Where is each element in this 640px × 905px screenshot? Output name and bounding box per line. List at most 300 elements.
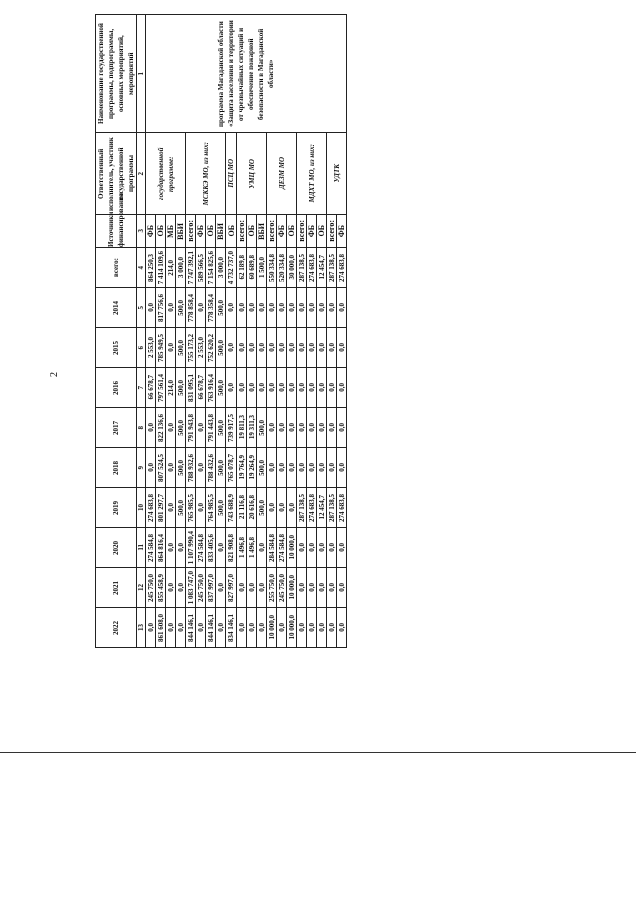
value-cell-text: 255 750,0 [267,573,276,602]
value-cell [337,328,347,368]
value-cell-text: 0,0 [307,423,316,432]
source-cell-text: всего: [297,220,306,242]
value-cell-text: 0,0 [287,383,296,392]
value-cell [327,608,337,648]
value-cell-text: 0,0 [327,623,336,632]
value-cell-text: 0,0 [317,423,326,432]
value-cell [277,608,287,648]
value-cell-text: 0,0 [257,583,266,592]
value-cell [317,288,327,328]
value-cell-text: 0,0 [267,343,276,352]
value-cell [297,328,307,368]
executor [297,133,327,215]
value-cell-text: 500,0 [216,299,225,316]
value-cell [206,328,216,368]
value-cell-text: 3 000,0 [216,257,225,278]
value-cell [156,248,166,288]
header-number-4-text: 4 [137,265,145,270]
value-cell-text: 0,0 [237,383,246,392]
source-cell-text: МБ [166,224,175,238]
value-cell [216,608,226,648]
value-cell-text: 2 553,0 [146,337,155,358]
program-name [146,15,347,133]
value-cell-text: 0,0 [327,383,336,392]
value-cell-text: 20 616,8 [247,495,256,520]
value-cell-text: 0,0 [257,623,266,632]
value-cell [146,448,156,488]
source-cell-text: ФБ [277,224,286,238]
value-cell-text: 0,0 [267,303,276,312]
value-cell-text: 0,0 [307,343,316,352]
source-cell [277,215,287,248]
value-cell-text: 1 496,8 [247,537,256,558]
value-cell-text: 0,0 [216,623,225,632]
value-cell-text: 778 858,4 [186,293,195,322]
source-cell [337,215,347,248]
value-cell [166,528,176,568]
value-cell [257,488,267,528]
value-cell-text: 0,0 [287,463,296,472]
value-cell-text: 287 138,5 [297,493,306,522]
value-cell [267,488,277,528]
value-cell-text: 0,0 [297,423,306,432]
value-cell [297,608,307,648]
executor-text: ПСЦ МО [227,159,235,188]
value-cell [156,328,166,368]
value-cell-text: 500,0 [216,459,225,476]
value-cell-text: 837 997,0 [206,573,215,602]
value-cell [206,488,216,528]
value-cell [237,368,247,408]
value-cell [287,568,297,608]
value-cell [226,448,237,488]
source-cell-text: ФБ [146,224,155,238]
value-cell [287,608,297,648]
value-cell [307,328,317,368]
value-cell [337,248,347,288]
header-number-6 [137,328,146,368]
source-cell-text: всего: [327,220,336,242]
value-cell [176,528,186,568]
header-number-7-text: 7 [137,385,145,390]
header-exec-text: Ответственный исполнитель, участник государственной программы [97,136,135,211]
value-cell-text: 0,0 [237,583,246,592]
value-cell-text: 0,0 [337,303,346,312]
value-cell [196,568,206,608]
value-cell-text: 0,0 [277,343,286,352]
value-cell-text: 500,0 [216,419,225,436]
value-cell [166,568,176,608]
value-cell [226,488,237,528]
source-cell [307,215,317,248]
executor-text: УМЦ МО [247,158,256,189]
value-cell-text: 1 083 747,0 [186,570,195,605]
value-cell-text: 788 932,6 [186,453,195,482]
value-cell [146,328,156,368]
value-cell [317,248,327,288]
value-cell [277,448,287,488]
value-cell-text: 500,0 [216,499,225,516]
value-cell-text: 60 689,8 [247,255,256,280]
value-cell [216,448,226,488]
header-year-9-text: 2022 [112,620,120,635]
executor [146,133,186,215]
value-cell [226,408,237,448]
header-year-3-text: 2016 [112,380,120,395]
value-cell [287,528,297,568]
value-cell [247,288,257,328]
value-cell-text: 287 138,5 [297,253,306,282]
value-cell-text: 0,0 [327,423,336,432]
value-cell [216,488,226,528]
value-cell [237,488,247,528]
value-cell-text: 0,0 [166,463,175,472]
value-cell [317,528,327,568]
header-year-0 [96,248,137,288]
value-cell [226,528,237,568]
value-cell-text: 0,0 [277,383,286,392]
value-cell [257,608,267,648]
value-cell-text: 3 000,0 [176,257,185,278]
value-cell [237,448,247,488]
value-cell-text: 801 297,7 [156,493,165,522]
value-cell-text: 0,0 [297,383,306,392]
value-cell [216,248,226,288]
value-cell [206,248,216,288]
header-number-11 [137,528,146,568]
source-cell [327,215,337,248]
value-cell-text: 0,0 [297,623,306,632]
value-cell [226,568,237,608]
value-cell-text: 0,0 [337,543,346,552]
source-cell [267,215,277,248]
value-cell [166,448,176,488]
value-cell [277,408,287,448]
value-cell [337,448,347,488]
value-cell [186,608,196,648]
value-cell [257,528,267,568]
header-year-6-text: 2019 [112,500,120,515]
header-number-9-text: 9 [137,465,145,470]
executor-text: УДТК [332,164,341,183]
value-cell-text: 831 095,1 [186,373,195,402]
source-cell-text: ОБ [156,225,165,237]
value-cell-text: 0,0 [247,623,256,632]
header-year-0-text: всего: [112,257,120,277]
value-cell-text: 0,0 [176,583,185,592]
value-cell-text: 589 566,5 [196,253,205,282]
value-cell [226,368,237,408]
source-cell [186,215,196,248]
value-cell-text: 0,0 [166,423,175,432]
source-cell-text: всего: [267,220,276,242]
value-cell [146,488,156,528]
value-cell [237,328,247,368]
value-cell [156,368,166,408]
value-cell-text: 0,0 [317,383,326,392]
value-cell-text: 834 146,1 [227,613,235,642]
value-cell [196,328,206,368]
source-cell [287,215,297,248]
value-cell [196,248,206,288]
value-cell-text: 1 107 990,4 [186,530,195,565]
value-cell-text: 19 264,9 [247,455,256,480]
value-cell [317,448,327,488]
header-number-11-text: 11 [137,544,145,551]
value-cell-text: 797 561,4 [156,373,165,402]
value-cell [307,488,317,528]
value-cell-text: 778 358,4 [206,293,215,322]
value-cell-text: 0,0 [337,623,346,632]
source-cell [247,215,257,248]
source-cell-text: ВБИ [176,222,185,240]
value-cell-text: 500,0 [176,499,185,516]
source-cell [156,215,166,248]
value-cell [176,488,186,528]
value-cell-text: 12 454,7 [317,255,326,280]
value-cell-text: 19 811,3 [237,415,246,440]
value-cell-text: 0,0 [166,343,175,352]
value-cell-text: 10 000,0 [287,535,296,560]
value-cell-text: 0,0 [196,623,205,632]
value-cell [146,248,156,288]
value-cell [206,568,216,608]
value-cell [257,288,267,328]
value-cell-text: 500,0 [257,499,266,516]
value-cell [297,288,307,328]
value-cell-text: 500,0 [216,339,225,356]
value-cell [196,608,206,648]
value-cell [146,288,156,328]
value-cell [337,488,347,528]
header-number-10 [137,488,146,528]
source-cell-text: ОБ [226,225,236,237]
value-cell-text: 0,0 [247,383,256,392]
value-cell-text: 0,0 [287,303,296,312]
source-cell [166,215,176,248]
source-cell-text: ВБИ [257,222,266,240]
value-cell-text: 788 432,6 [206,453,215,482]
value-cell-text: 0,0 [146,423,155,432]
value-cell [287,368,297,408]
value-cell [257,408,267,448]
value-cell-text: 0,0 [307,383,316,392]
value-cell-text: 0,0 [257,303,266,312]
value-cell-text: 0,0 [247,303,256,312]
value-cell [247,488,257,528]
header-number-3-text: 3 [137,229,145,233]
value-cell [186,408,196,448]
page-divider [0,752,636,753]
value-cell-text: 0,0 [146,623,155,632]
header-year-4 [96,408,137,448]
value-cell-text: 807 524,5 [156,453,165,482]
value-cell-text: 0,0 [196,463,205,472]
header-name [96,15,137,133]
value-cell [176,408,186,448]
value-cell [186,328,196,368]
value-cell [166,368,176,408]
value-cell [247,608,257,648]
value-cell [186,368,196,408]
value-cell [166,288,176,328]
value-cell-text: 765 078,7 [227,453,235,482]
source-cell [317,215,327,248]
value-cell [267,288,277,328]
value-cell-text: 764 985,5 [206,493,215,522]
value-cell [196,288,206,328]
value-cell-text: 12 454,7 [317,495,326,520]
value-cell-text: 827 997,0 [227,573,235,602]
header-number-3 [137,215,146,248]
value-cell-text: 214,0 [166,379,175,396]
value-cell [166,248,176,288]
value-cell [287,248,297,288]
value-cell [247,328,257,368]
source-cell-text: всего: [186,220,195,242]
value-cell [267,408,277,448]
value-cell [226,248,237,288]
value-cell-text: 245 750,0 [196,573,205,602]
value-cell [206,408,216,448]
value-cell [307,528,317,568]
value-cell-text: 10 000,0 [287,575,296,600]
executor-text: МДХТ МО, из них: [307,144,316,203]
value-cell [287,448,297,488]
value-cell-text: 785 949,5 [156,333,165,362]
value-cell [277,288,287,328]
value-cell-text: 62 189,8 [237,255,246,280]
value-cell-text: 10 000,0 [287,615,296,640]
value-cell [196,408,206,448]
value-cell-text: 864 250,3 [146,253,155,282]
value-cell [176,448,186,488]
value-cell [176,568,186,608]
value-cell-text: 0,0 [327,463,336,472]
value-cell-text: 0,0 [297,463,306,472]
value-cell [327,288,337,328]
executor [186,133,226,215]
header-year-3 [96,368,137,408]
value-cell [176,288,186,328]
value-cell [317,608,327,648]
value-cell-text: 0,0 [317,583,326,592]
value-cell-text: 0,0 [176,623,185,632]
value-cell-text: 752 620,2 [206,333,215,362]
value-cell [156,448,166,488]
value-cell-text: 500,0 [176,299,185,316]
value-cell-text: 0,0 [196,423,205,432]
header-number-5 [137,288,146,328]
header-number-2 [137,133,146,215]
header-year-9 [96,608,137,648]
value-cell-text: 0,0 [257,383,266,392]
value-cell-text: 7 414 109,6 [156,250,165,285]
value-cell-text: 0,0 [196,503,205,512]
value-cell [327,568,337,608]
value-cell-text: 500,0 [257,459,266,476]
value-cell-text: 0,0 [337,383,346,392]
value-cell-text: 822 136,6 [156,413,165,442]
value-cell [206,608,216,648]
value-cell [206,528,216,568]
value-cell [327,328,337,368]
value-cell [297,488,307,528]
value-cell [156,488,166,528]
value-cell-text: 0,0 [267,423,276,432]
value-cell [146,408,156,448]
value-cell-text: 0,0 [327,583,336,592]
value-cell [267,328,277,368]
value-cell [287,328,297,368]
header-number-8-text: 8 [137,425,145,430]
header-src [96,193,137,248]
value-cell-text: 791 443,8 [206,413,215,442]
value-cell-text: 0,0 [267,463,276,472]
header-year-2-text: 2015 [112,340,120,355]
value-cell-text: 500,0 [176,459,185,476]
value-cell-text: 0,0 [307,623,316,632]
value-cell [166,328,176,368]
value-cell-text: 214,0 [166,259,175,276]
value-cell-text: 0,0 [166,543,175,552]
value-cell [297,528,307,568]
value-cell-text: 0,0 [337,423,346,432]
value-cell [297,568,307,608]
value-cell [267,248,277,288]
value-cell [317,568,327,608]
value-cell-text: 0,0 [287,503,296,512]
value-cell-text: 0,0 [277,423,286,432]
value-cell [337,608,347,648]
value-cell-text: 274 584,8 [196,533,205,562]
header-number-13 [137,608,146,648]
source-cell-text: ФБ [337,224,346,238]
value-cell-text: 0,0 [237,303,246,312]
value-cell-text: 0,0 [216,583,225,592]
value-cell-text: 245 750,0 [277,573,286,602]
header-number-10-text: 10 [137,504,145,511]
source-cell [146,215,156,248]
executor [226,133,237,215]
value-cell [267,568,277,608]
value-cell [307,408,317,448]
value-cell [247,568,257,608]
value-cell [297,248,307,288]
value-cell-text: 520 334,8 [277,253,286,282]
executor [267,133,297,215]
value-cell [307,368,317,408]
value-cell [226,288,237,328]
value-cell [156,568,166,608]
value-cell [176,328,186,368]
value-cell-text: 0,0 [267,503,276,512]
value-cell [166,488,176,528]
value-cell-text: 0,0 [166,623,175,632]
header-year-6 [96,488,137,528]
value-cell-text: 0,0 [196,303,205,312]
value-cell [287,408,297,448]
executor [237,133,267,215]
value-cell-text: 0,0 [146,463,155,472]
source-cell-text: ОБ [247,225,256,237]
value-cell-text: 0,0 [307,543,316,552]
value-cell-text: 0,0 [237,623,246,632]
value-cell-text: 66 678,7 [196,375,205,400]
value-cell-text: 844 146,1 [186,613,195,642]
value-cell [327,528,337,568]
program-name-text: программа Магаданской области «Защита населения и территории от чрезвычайных ситуаций и обеспечение пожарной безопасности в Магаданской области» [217,20,275,127]
